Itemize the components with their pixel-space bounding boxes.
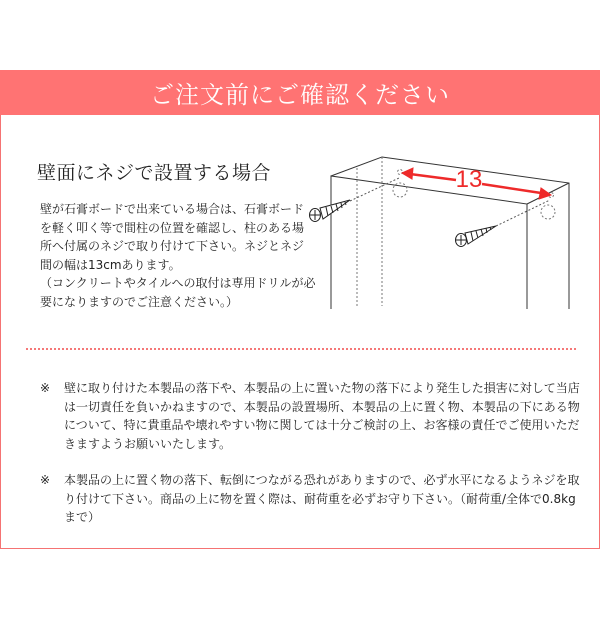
description-line: を軽く叩く等で間柱の位置を確認し、柱のある場 xyxy=(40,220,305,235)
note-text: 壁に取り付けた本製品の落下や、本製品の上に置いた物の落下により発生した損害に対して当店は一切責任を負いかねますので、本製品の設置場所、本製品の上に置く物、本製品の下にある物について、特に貴重品や壊れやすい物に関しては十分ご検討の上、お客様の責任でご使用いただきますようお願いいたします。 xyxy=(64,381,580,451)
description-line: （コンクリートやタイルへの取付は専用ドリルが必 xyxy=(40,276,316,290)
dotted-separator xyxy=(26,348,576,350)
notes-list xyxy=(40,379,580,545)
wall-mount-description xyxy=(40,200,316,311)
description-line: 間の幅は13cmあります。 xyxy=(40,257,181,272)
notice-header-title: ご注文前にご確認ください xyxy=(150,81,450,109)
description-line: 所へ付属のネジで取り付けて下さい。ネジとネジ xyxy=(40,239,305,253)
screw-icon xyxy=(456,226,497,247)
note-item xyxy=(40,471,580,527)
wall-mount-diagram xyxy=(300,140,590,320)
note-item xyxy=(40,379,580,453)
description-line: 要になりますのでご注意ください。） xyxy=(40,294,239,309)
dimension-label: 13 xyxy=(455,166,483,193)
screw-icon xyxy=(310,200,351,222)
note-text: 本製品の上に置く物の落下、転倒につながる恐れがありますので、必ず水平になるようネジを取り付けて下さい。商品の上に物を置く際は、耐荷重を必ずお守り下さい。（耐荷重/全体で0.8kgまで） xyxy=(64,473,580,524)
reference-mark: ※ xyxy=(40,473,51,487)
notice-header xyxy=(0,70,600,115)
reference-mark: ※ xyxy=(40,381,51,395)
wall-mount-title: 壁面にネジで設置する場合 xyxy=(37,162,272,184)
description-line: 壁が石膏ボードで出来ている場合は、石膏ボード xyxy=(40,202,305,216)
